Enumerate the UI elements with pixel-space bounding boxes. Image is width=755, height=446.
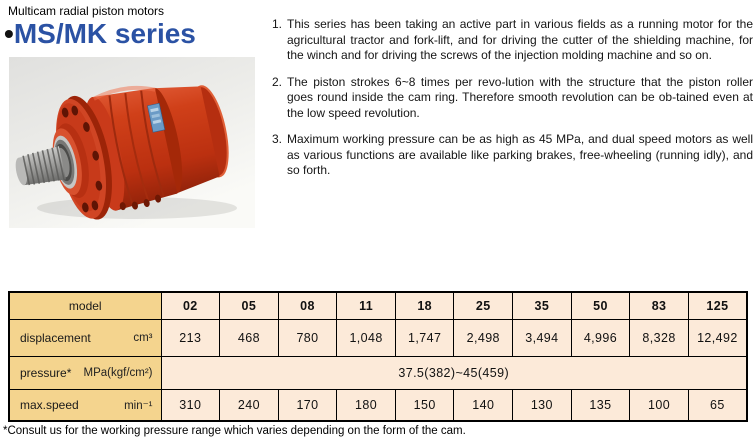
table-row-model (9, 292, 747, 319)
row-unit: MPa(kgf/cm²) (83, 366, 153, 379)
table-row-max-speed (9, 389, 747, 421)
max-speed-cell: 310 (161, 389, 220, 421)
model-cell: 18 (395, 292, 454, 319)
product-photo (9, 57, 255, 228)
feature-text: This series has been taking an active part in various fields as a running motor for the agricultural tractor and fork-lift, and for driving the cutter of the shielding machine, for the winch and for driving the screws of the injection molding machine and so on. (287, 17, 753, 62)
model-cell: 08 (278, 292, 337, 319)
displacement-cell: 3,494 (513, 319, 572, 356)
displacement-label-cell (9, 319, 161, 356)
row-unit: cm³ (133, 331, 153, 344)
pressure-range-cell: 37.5(382)~45(459) (161, 356, 747, 389)
displacement-cell: 2,498 (454, 319, 513, 356)
max-speed-cell: 135 (571, 389, 630, 421)
displacement-cell: 1,747 (395, 319, 454, 356)
motor-illustration (9, 57, 255, 228)
max-speed-cell: 150 (395, 389, 454, 421)
feature-number: 1. (272, 17, 283, 31)
spec-table (8, 291, 748, 422)
model-cell: 11 (337, 292, 396, 319)
max-speed-cell: 130 (513, 389, 572, 421)
feature-number: 3. (272, 132, 283, 146)
feature-item-2 (272, 75, 753, 122)
table-row-pressure (9, 356, 747, 389)
feature-text: The piston strokes 6~8 times per revo-lution with the structure that the piston roller goes round inside the cam ring. Therefore smooth revolution can be ob-tained even at the low speed revolution. (287, 74, 753, 120)
displacement-cell: 8,328 (630, 319, 689, 356)
max-speed-cell: 65 (688, 389, 747, 421)
row-label: displacement (20, 330, 91, 345)
model-cell: 125 (688, 292, 747, 319)
feature-list (272, 17, 753, 190)
bullet-icon: • (4, 18, 14, 49)
displacement-cell: 4,996 (571, 319, 630, 356)
max-speed-cell: 240 (220, 389, 279, 421)
max-speed-cell: 100 (630, 389, 689, 421)
model-cell: 83 (630, 292, 689, 319)
model-cell: 25 (454, 292, 513, 319)
table-row-displacement (9, 319, 747, 356)
row-unit: min⁻¹ (124, 399, 153, 412)
displacement-cell: 780 (278, 319, 337, 356)
displacement-cell: 468 (220, 319, 279, 356)
displacement-cell: 213 (161, 319, 220, 356)
series-title: MS/MK series (13, 18, 196, 49)
row-label: pressure* (20, 365, 72, 380)
feature-number: 2. (272, 74, 283, 89)
max-speed-cell: 180 (337, 389, 396, 421)
feature-text: Maximum working pressure can be as high as 45 MPa, and dual speed motors as well as various functions are available like parking brakes, free-wheeling (running idly), and so forth. (287, 132, 753, 177)
page-title (4, 18, 196, 50)
row-label: max.speed (20, 397, 79, 412)
max-speed-cell: 140 (454, 389, 513, 421)
feature-item-3 (272, 132, 753, 179)
max-speed-label-cell (9, 389, 161, 421)
model-cell: 02 (161, 292, 220, 319)
model-cell: 05 (220, 292, 279, 319)
displacement-cell: 12,492 (688, 319, 747, 356)
model-label-cell: model (9, 292, 161, 319)
feature-item-1 (272, 17, 753, 64)
page-eyebrow: Multicam radial piston motors (8, 4, 165, 18)
model-cell: 50 (571, 292, 630, 319)
model-cell: 35 (513, 292, 572, 319)
max-speed-cell: 170 (278, 389, 337, 421)
pressure-label-cell (9, 356, 161, 389)
displacement-cell: 1,048 (337, 319, 396, 356)
footnote: *Consult us for the working pressure range which varies depending on the form of the cam. (3, 425, 466, 437)
